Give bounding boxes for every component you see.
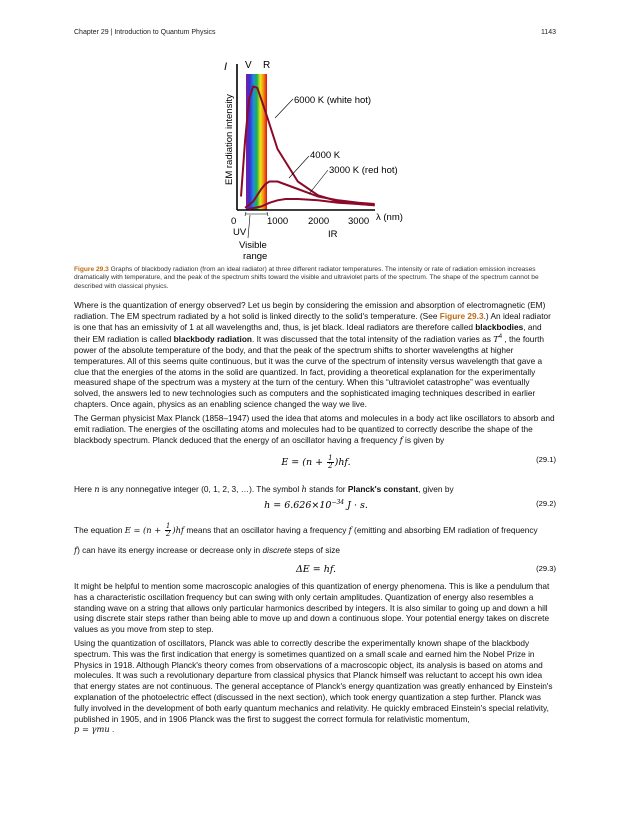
visible-bracket — [245, 212, 268, 216]
tick-label-0: 0 — [231, 216, 237, 227]
figure-caption — [74, 266, 556, 291]
tick-label-2000: 2000 — [308, 216, 330, 227]
equation-number: (29.3) — [536, 564, 556, 573]
equation-number: (29.2) — [536, 499, 556, 508]
curve-label-4000k: 4000 K — [310, 150, 341, 161]
paragraph-4: The equation E = (n + $\frac{1}{2}$ )hf means that an oscillator having a frequency f (emitting and absorbing EM radiation of frequency — [74, 522, 538, 538]
curve-label-3000k: 3000 K (red hot) — [329, 165, 398, 176]
leader-4000k — [289, 156, 309, 178]
paragraph-3: Here n is any nonnegative integer (0, 1, 2, 3, …). The symbol h stands for Planck's constant, given by — [74, 484, 454, 494]
equation-number: (29.1) — [536, 455, 556, 464]
paragraph-2: The German physicist Max Planck (1858–1947) used the idea that atoms and molecules in a body act like oscillators to absorb and emit radiation. The energies of the oscillating atoms and molecules had to be quantized to correctly describe the shape of the blackbody spectrum. Planck deduced that the energy of an oscillator having a frequency f is given by — [74, 413, 555, 445]
violet-label: V — [245, 60, 252, 71]
paragraph-6: It might be helpful to mention some macroscopic analogies of this quantization of energy phenomena. This is like a pendulum that has a characteristic oscillation frequency but can swing with only certain amplitudes. Quantization of energy also resembles a standing wave on a string that allows only particular harmonics described by integers. It is also similar to going up and down a hill using discrete stair steps rather than being able to move up and down a continuous slope. Your potential energy takes on discrete values as you move from step to step. — [74, 581, 550, 635]
visible-leader — [248, 215, 250, 238]
page-number: 1143 — [540, 29, 556, 36]
visible-label: Visible — [239, 240, 267, 251]
equation-29-2: $h = 6.626\times 10^{-34}$ J · s. (29.2) — [264, 499, 556, 512]
ir-label: IR — [328, 229, 338, 240]
range-label: range — [243, 251, 268, 262]
curve-label-6000k: 6000 K (white hot) — [294, 95, 372, 106]
leader-3000k — [309, 170, 328, 194]
tick-label-1000: 1000 — [267, 216, 289, 227]
blackbody-chart — [205, 52, 425, 267]
figure-reference-link[interactable]: Figure 29.3 — [439, 310, 484, 321]
leader-6000k — [275, 99, 293, 118]
x-axis-unit-label: λ (nm) — [376, 212, 403, 223]
y-axis-i-label: I — [224, 61, 228, 73]
uv-label: UV — [233, 227, 247, 238]
visible-spectrum-band — [246, 74, 267, 210]
paragraph-7: Using the quantization of oscillators, Planck was able to correctly describe the experimentally known shape of the blackbody spectrum. This was the first indication that energy is sometimes quantized on a small scale and earned him the Nobel Prize in Physics in 1918. Although Planck's theory comes from observations of a macroscopic object, its analysis is based on atoms and molecules. It was such a revolutionary departure from classical physics that Planck himself was reluctant to accept his own idea that energy states are not continuous. The general acceptance of Planck's energy quantization was greatly enhanced by Einstein's explanation of the photoelectric effect (discussed in the next section), which took energy quantization a step further. Planck was fully involved in the development of both early quantum mechanics and relativity. He quickly embraced Einstein's special relativity, published in 1905, and in 1906 Planck was the first to suggest the correct formula for relativistic momentum, p = γmu . — [74, 638, 553, 735]
tick-label-3000: 3000 — [348, 216, 370, 227]
curve-series-2 — [249, 199, 375, 209]
y-axis-label: EM radiation intensity — [224, 94, 235, 185]
equation-29-3: ΔE = hf. (29.3) — [295, 564, 556, 575]
equation-29-1: E = (n + $\frac{1}{2}$ )hf. (29.1) — [281, 454, 556, 470]
figure-label: Figure 29.3 — [74, 266, 109, 273]
paragraph-5: f) can have its energy increase or decrease only in discrete steps of size — [74, 545, 340, 555]
caption-text: Graphs of blackbody radiation (from an ideal radiator) at three different radiator temperatures. The intensity or rate of radiation emission increases dramatically with temperature, and the peak of the spectrum shifts toward the visible and ultraviolet parts of the spectrum. The shape of the spectrum cannot be described with classical physics. — [74, 266, 539, 290]
chapter-title: Chapter 29 | Introduction to Quantum Physics — [74, 29, 216, 36]
paragraph-1: Where is the quantization of energy observed? Let us begin by considering the emission and absorption of electromagnetic (EM) radiation. The EM spectrum radiated by a hot solid is linked directly to the solid's temperature. (See Figure 29.3.) An ideal radiator is one that has an emissivity of 1 at all wavelengths and, thus, is jet black. Ideal radiators are therefore called blackbodies, and their EM radiation is called blackbody radiation. It was discussed that the total intensity of the radiation varies as $T^4$ , the fourth power of the absolute temperature of the body, and that the peak of the spectrum shifts to shorter wavelengths at higher temperatures. All of this seems quite continuous, but it was the curve of the spectrum of intensity versus wavelength that gave a clue that the energies of the atoms in the solid are quantized. In fact, providing a theoretical explanation for the experimentally measured shape of the spectrum was a mystery at the turn of the century. When this “ultraviolet catastrophe” was eventually solved, the answers led to new technologies such as computers and the sophisticated imaging techniques described in earlier chapters. Once again, physics as an enabling science changed the way we live. — [74, 300, 551, 409]
red-label: R — [263, 60, 271, 71]
